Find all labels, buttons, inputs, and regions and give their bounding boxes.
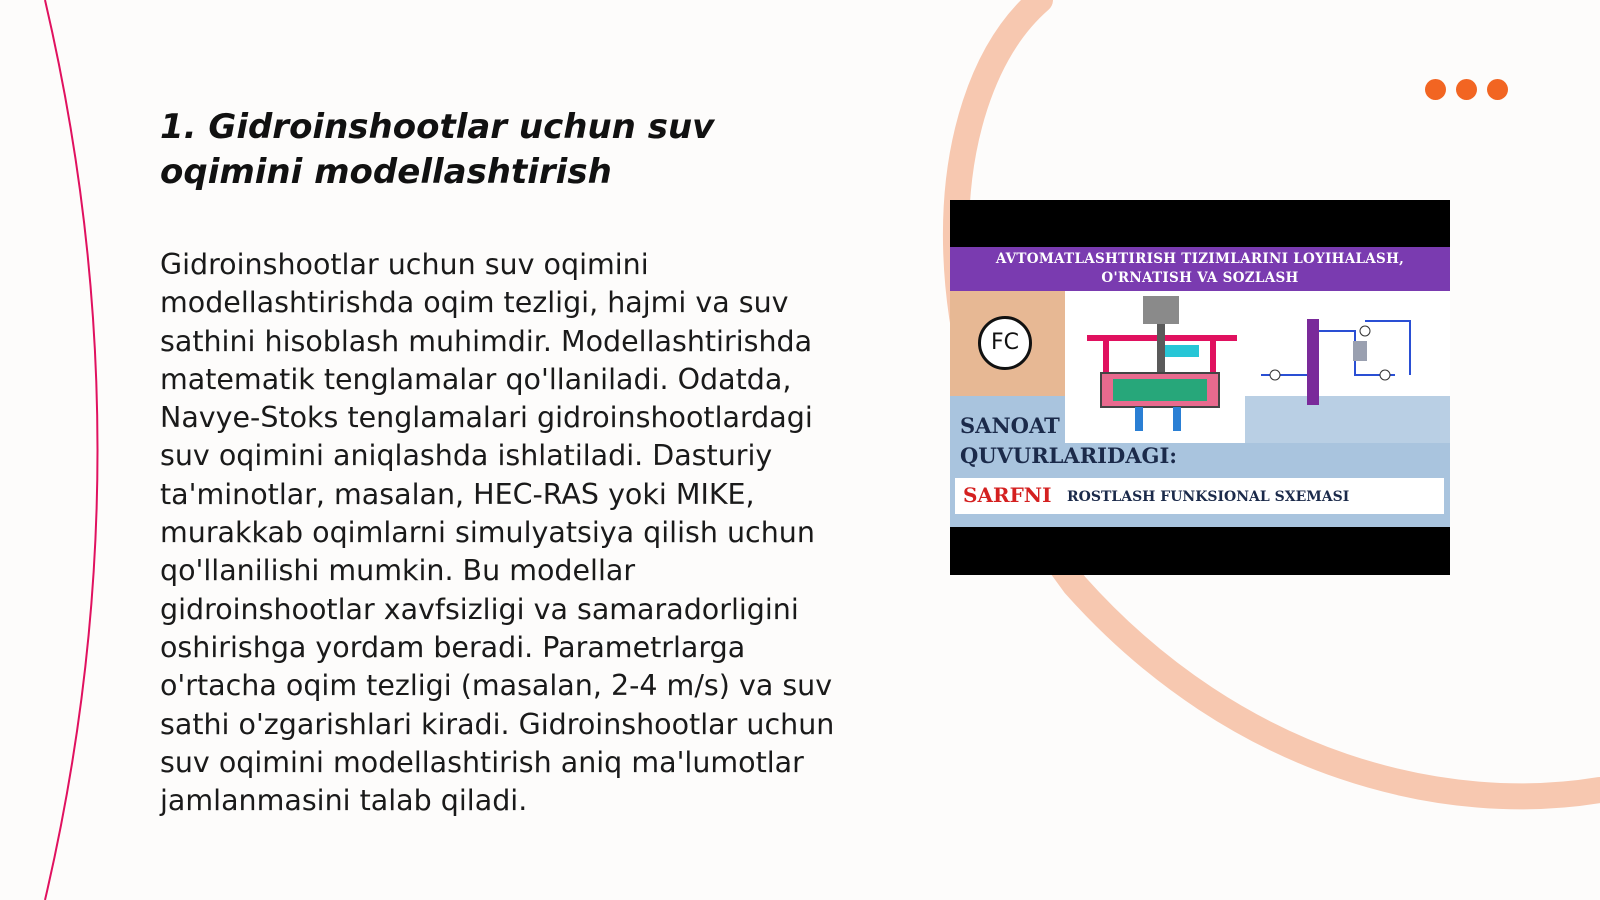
sanoat-heading (960, 411, 1177, 471)
fc-zone (950, 291, 1065, 396)
sarfni-banner (955, 478, 1444, 514)
instrument-2 (1360, 326, 1370, 336)
figure-header-line1: AVTOMATLASHTIRISH TIZIMLARINI LOYIHALASH, (995, 251, 1405, 267)
red-riser-left (1103, 335, 1109, 375)
dot-icon (1487, 79, 1508, 100)
red-riser-right (1210, 335, 1216, 375)
instrument-3 (1380, 370, 1390, 380)
dot-icon (1456, 79, 1477, 100)
slide-title: 1. Gidroinshootlar uchun suv oqimini modellashtirish (160, 107, 715, 192)
figure-header-line2: O'RNATISH VA SOZLASH (1101, 270, 1299, 286)
red-pipe-right (1165, 335, 1237, 341)
valve-stem (1157, 324, 1165, 379)
sanoat-line2: QUVURLARIDAGI: (960, 443, 1178, 468)
sarfni-rest: ROSTLASH FUNKSIONAL SXEMASI (1067, 489, 1350, 505)
column (1307, 319, 1319, 405)
vessel (1353, 341, 1367, 361)
sarfni-word: SARFNI (963, 483, 1052, 507)
valve-actuator (1143, 296, 1179, 324)
cyan-pipe (1165, 345, 1199, 357)
figure-header (950, 247, 1450, 291)
instrument-1 (1270, 370, 1280, 380)
video-thumbnail[interactable] (950, 200, 1450, 575)
valve-inner (1113, 379, 1207, 401)
more-dots-icon[interactable] (1425, 79, 1508, 100)
red-pipe-left (1087, 335, 1157, 341)
dot-icon (1425, 79, 1446, 100)
figure-panel (950, 291, 1450, 527)
sanoat-line1: SANOAT (960, 413, 1060, 438)
left-red-curve (45, 0, 98, 900)
fc-badge: FC (978, 316, 1032, 370)
slide-body-text: Gidroinshootlar uchun suv oqimini modellashtirishda oqim tezligi, hajmi va suv sathini hisoblash muhimdir. Modellashtirishda matematik tenglamalar qo'llaniladi. Odatda, Navye-Stoks tenglamalari gidroinshootlardagi suv oqimini aniqlashda ishlatiladi. Dasturiy ta'minotlar, masalan, HEC-RAS yoki MIKE, murakkab oqimlarni simulyatsiya qilish uchun qo'llanilishi mumkin. Bu modellar gidroinshootlar xavfsizligi va samaradorligini oshirishga yordam beradi. Parametrlarga o'rtacha oqim tezligi (masalan, 2-4 m/s) va suv sathi o'zgarishlari kiradi. Gidroinshootlar uchun suv oqimini modellashtirish aniq ma'lumotlar jamlanmasini talab qiladi. (160, 248, 835, 818)
